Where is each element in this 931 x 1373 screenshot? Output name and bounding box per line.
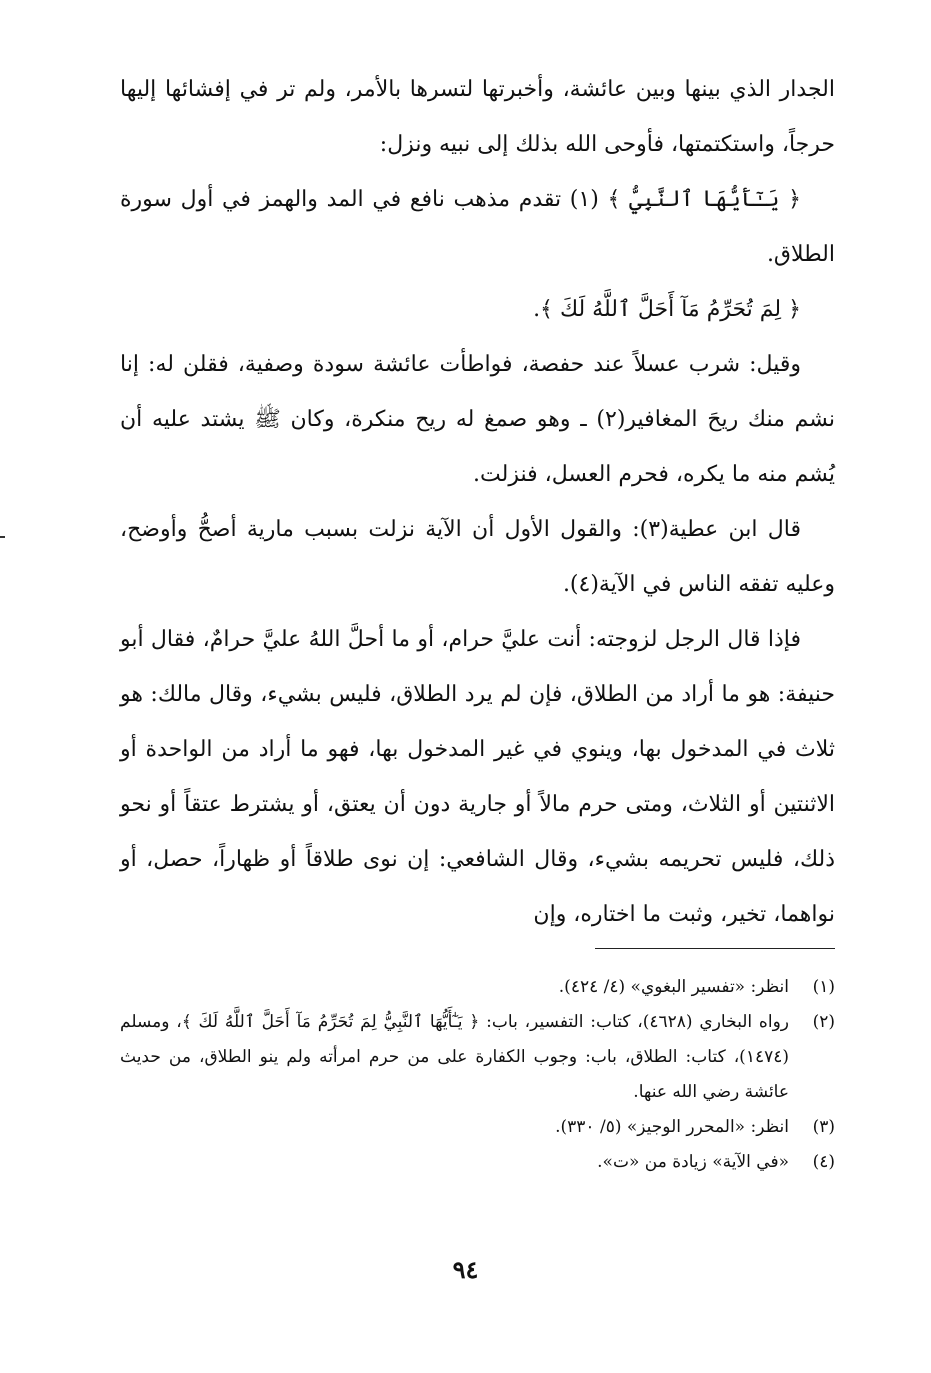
footnote-text: «في الآية» زيادة من «ت». <box>597 1152 789 1172</box>
footnote-number: (١) <box>812 977 835 997</box>
footnote-number: (٤) <box>812 1152 835 1172</box>
paragraph-3: ﴿ لِمَ تُحَرِّمُ مَآ أَحَلَّ ٱللَّهُ لَكَ ﴾. <box>533 297 801 322</box>
main-text <box>120 62 835 942</box>
footnote-divider <box>595 948 835 949</box>
footnote-3 <box>120 1110 835 1145</box>
margin-mark <box>0 536 5 538</box>
footnote-text: انظر: «المحرر الوجيز» (٥/ ٣٣٠). <box>555 1117 789 1137</box>
footnote-number: (٣) <box>812 1117 835 1137</box>
paragraph-5: قال ابن عطية(٣): والقول الأول أن الآية نزلت بسبب مارية أصحُّ وأوضح، وعليه تفقه الناس في الآية(٤). <box>120 517 835 597</box>
footnote-1 <box>120 970 835 1005</box>
footnote-text: رواه البخاري (٤٦٢٨)، كتاب: التفسير، باب: ﴿ يَـٰٓأَيُّهَا ٱلنَّبِيُّ لِمَ تُحَرِّمُ مَآ أَحَلَّ ٱللَّهُ لَكَ ﴾، ومسلم (١٤٧٤)، كتاب: الطلاق، باب: وجوب الكفارة على من حرم امرأته ولم ينو الطلاق، من حديث عائشة رضي الله عنها. <box>120 1012 789 1102</box>
paragraph-6: فإذا قال الرجل لزوجته: أنت عليَّ حرام، أو ما أحلَّ اللهُ عليَّ حرامٌ، فقال أبو حنيفة: هو ما أراد من الطلاق، فإن لم يرد الطلاق، فليس بشيء، وقال مالك: هو ثلاث في المدخول بها، وينوي في غير المدخول بها، فهو ما أراد من الواحدة أو الاثنتين أو الثلاث، ومتى حرم مالاً أو جارية دون أن يعتق، أو يشترط عتقاً أو نحو ذلك، فليس تحريمه بشيء، وقال الشافعي: إن نوى طلاقاً أو ظهاراً، حصل، أو نواهما، تخير، وثبت ما اختاره، وإن <box>120 627 835 927</box>
paragraph-1: الجدار الذي بينها وبين عائشة، وأخبرتها لتسرها بالأمر، ولم تر في إفشائها إليها حرجاً، واستكتمتها، فأوحى الله بذلك إلى نبيه ونزل: <box>120 77 835 157</box>
footnote-2 <box>120 1005 835 1110</box>
paragraph-2: ﴿ يَـٰٓأَيُّهَا ٱلنَّبِيُّ ﴾ (١) تقدم مذهب نافع في المد والهمز في أول سورة الطلاق. <box>120 187 835 267</box>
footnote-text: انظر: «تفسير البغوي» (٤/ ٤٢٤). <box>558 977 789 997</box>
footnote-number: (٢) <box>812 1012 835 1032</box>
footnotes <box>120 970 835 1180</box>
paragraph-4: وقيل: شرب عسلاً عند حفصة، فواطأت عائشة سودة وصفية، فقلن له: إنا نشم منك ريحَ المغافير(٢) ـ وهو صمغ له ريح منكرة، وكان ﷺ يشتد عليه أن يُشم منه ما يكره، فحرم العسل، فنزلت. <box>120 352 835 487</box>
page-number: ٩٤ <box>452 1255 479 1284</box>
footnote-4 <box>120 1145 835 1180</box>
